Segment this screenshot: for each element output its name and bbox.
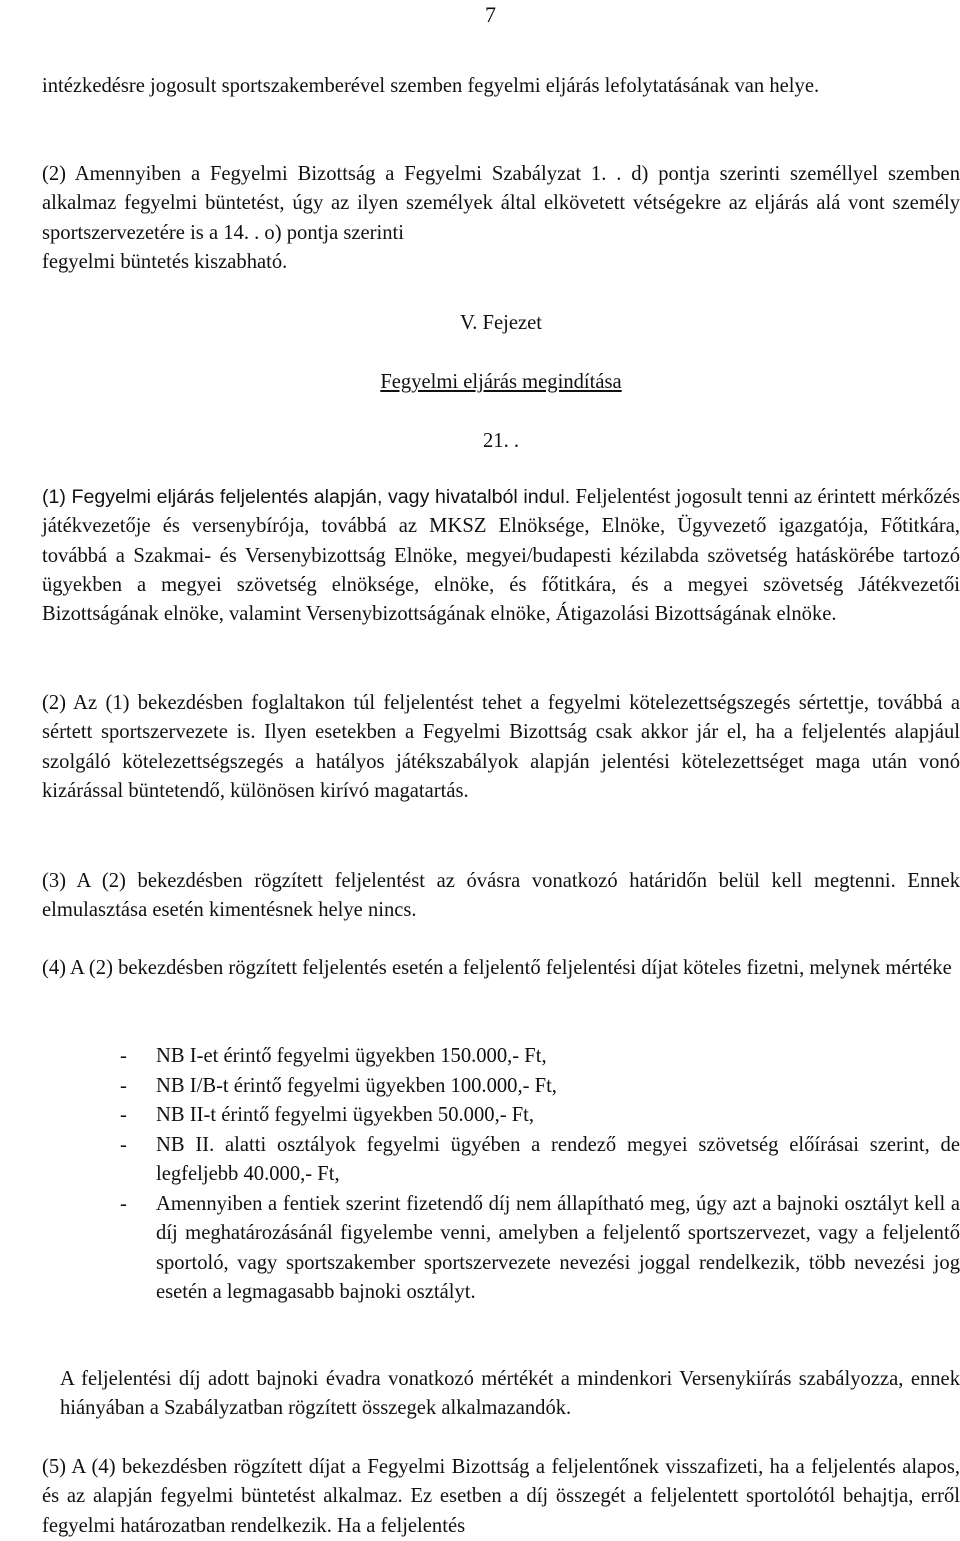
- chapter-title: V. Fejezet: [460, 312, 542, 334]
- section-5: [42, 1453, 960, 1541]
- list-item-text: NB I-et érintő fegyelmi ügyekben 150.000,- Ft,: [156, 1045, 547, 1067]
- list-dash: -: [120, 1133, 127, 1156]
- list-item-text: NB II-t érintő fegyelmi ügyekben 50.000,- Ft,: [156, 1104, 535, 1126]
- section-2-text: Az (1) bekezdésben foglaltakon túl feljelentést tehet a fegyelmi kötelezettségszegés sértettje, továbbá a sértett sportszervezete is. Ilyen esetekben a Fegyelmi Bizottság csak akkor jár el, ha a feljelentés alapjául szolgáló kötelezettségszegés a hatályos játékszabályok alapján jelentési kötelezettséget maga után vonó kizárással büntetendő, különösen kirívó magatartás.: [42, 692, 960, 802]
- list-item: [120, 1190, 960, 1308]
- list-item: [120, 1072, 960, 1102]
- list-item-text: Amennyiben a fentiek szerint fizetendő díj nem állapítható meg, úgy azt a bajnoki osztályt kell a díj meghatározásánál figyelembe venni, amelyben a feljelentő sportszervezet, vagy a feljelentő sportoló, vagy sportszakember sportszervezete nevezési joggal rendelkezik, több nevezési jog esetén a legmagasabb bajnoki osztályt.: [156, 1192, 960, 1303]
- page-number: 7: [485, 2, 496, 27]
- intro-paragraph: intézkedésre jogosult sportszakemberével szemben fegyelmi eljárás lefolytatásának van helye.: [42, 75, 820, 97]
- section-2: [42, 689, 960, 806]
- list-dash: -: [120, 1104, 127, 1126]
- section-4-text: A (2) bekezdésben rögzített feljelentés esetén a feljelentő feljelentési díjat köteles fizetni, melynek mértéke: [70, 957, 952, 979]
- section-3: [42, 867, 960, 926]
- list-item-text: NB I/B-t érintő fegyelmi ügyekben 100.000,- Ft,: [156, 1074, 557, 1097]
- list-item: [120, 1101, 960, 1131]
- section-3-number: (3): [42, 870, 67, 892]
- previous-paragraph-2-body: (2) Amennyiben a Fegyelmi Bizottság a Fegyelmi Szabályzat 1. . d) pontja szerinti személlyel szemben alkalmaz fegyelmi büntetést, úgy az ilyen személyek által elkövetett vétségekre az eljárás alá vont személy sportszervezetére is a 14. . o) pontja szerinti: [42, 163, 960, 244]
- section-3-text: A (2) bekezdésben rögzített feljelentést az óvásra vonatkozó határidőn belül kell megtenni. Ennek elmulasztása esetén kimentésnek helye nincs.: [42, 870, 960, 922]
- section-4: [42, 954, 960, 983]
- list-item: [120, 1042, 960, 1072]
- chapter-subtitle: Fegyelmi eljárás megindítása: [380, 371, 622, 393]
- list-dash: -: [120, 1074, 127, 1097]
- section-number: 21. .: [482, 430, 520, 452]
- list-dash: -: [120, 1045, 127, 1067]
- section-1-text: Feljelentést jogosult tenni az érintett mérkőzés játékvezetője és versenybírója, továbbá az MKSZ Elnöksége, Elnöke, Ügyvezető igazgatója, Főtitkára, továbbá a Szakmai- és Versenybizottság Elnöke, megyei/budapesti kézilabda szövetség hatáskörébe tartozó ügyekben a megyei szövetség elnöksége, elnöke, és főtitkára, és a megyei szövetség Játékvezetői Bizottságának elnöke, valamint Versenybizottságának elnöke, Átigazolási Bizottságának elnöke.: [42, 486, 960, 626]
- fee-list: [120, 1042, 960, 1308]
- list-item-text: NB II. alatti osztályok fegyelmi ügyében a rendező megyei szövetség előírásai szerint, de legfeljebb 40.000,- Ft,: [156, 1133, 960, 1185]
- section-1: [42, 483, 960, 629]
- section-1-lead: (1) Fegyelmi eljárás feljelentés alapján, vagy hivatalból indul.: [42, 486, 571, 508]
- list-dash: -: [120, 1192, 127, 1215]
- section-5-number: (5): [42, 1456, 67, 1478]
- fee-note-paragraph: A feljelentési díj adott bajnoki évadra vonatkozó mértékét a mindenkori Versenykiírás szabályozza, ennek hiányában a Szabályzatban rögzített összegek alkalmazandók.: [60, 1368, 960, 1420]
- previous-paragraph-2: [42, 160, 960, 277]
- section-5-text: A (4) bekezdésben rögzített díjat a Fegyelmi Bizottság a feljelentőnek visszafizeti, ha a feljelentés alapos, és az alapján fegyelmi büntetést alkalmaz. Ez esetben a díj összegét a feljelentett sportolótól behajtja, erről fegyelmi határozatban rendelkezik. Ha a feljelentés: [42, 1456, 960, 1537]
- section-2-number: (2): [42, 692, 67, 714]
- list-item: [120, 1131, 960, 1190]
- previous-paragraph-2-end: fegyelmi büntetés kiszabható.: [42, 250, 288, 273]
- section-4-number: (4): [42, 957, 67, 979]
